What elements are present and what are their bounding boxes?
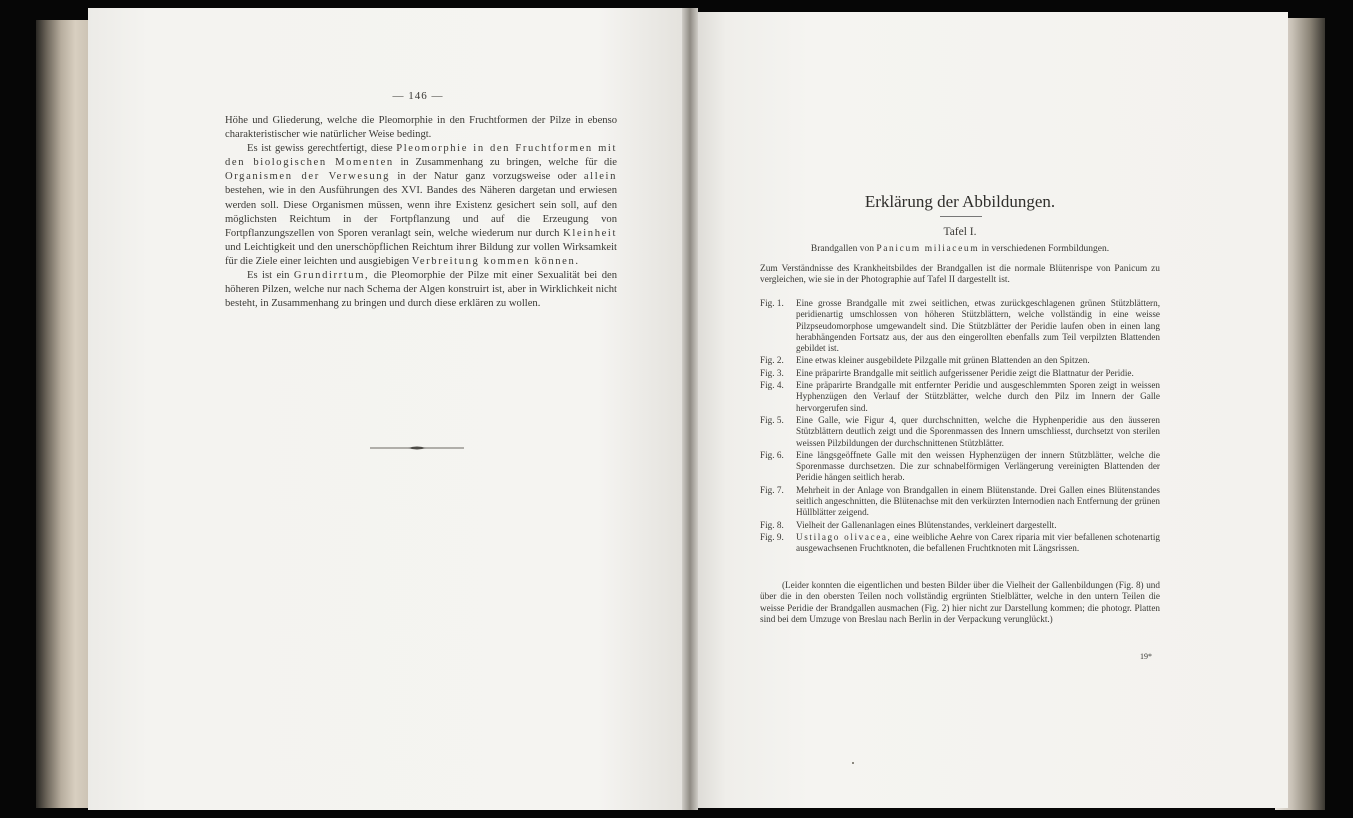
figure-caption [760, 368, 1160, 379]
plate-heading: Tafel I. [943, 226, 977, 238]
figure-text: Eine Galle, wie Figur 4, quer durchschnitten, welche die Hyphenperidie aus den äusseren Stützblättern deutlich zeigt und die Sporenmassen des Innern umschliesst, durchsetzt von sterilen weissen Pilzbildungen der durchschnittenen Stützblätter. [796, 414, 1160, 448]
figure-caption [760, 298, 1160, 354]
subtitle-text-end: in verschiedenen Formbildungen. [979, 244, 1110, 254]
figure-caption [760, 415, 1160, 449]
signature-mark: 19* [1140, 652, 1152, 661]
body-paragraph [225, 114, 617, 142]
figure-label: Fig. 7. [760, 484, 784, 495]
figure-text: Eine präparirte Brandgalle mit entfernter Peridie und ausgeschlemmten Sporen zeigt in weissen Hyphenzügen den Verlauf der Stützblätter, welche durch den Pilz im Innern der Galle hervorgerufen sind. [796, 380, 1160, 413]
figure-text: Mehrheit in der Anlage von Brandgallen in einem Blütenstande. Drei Gallen eines Blütenstandes seitlich angeschnitten, die Blütenachse mit den verkürzten Internodien nach Entfernung der grünen Hüllblätter zeigend. [796, 484, 1160, 518]
figure-label: Fig. 6. [760, 449, 784, 460]
page-number: — 146 — [392, 90, 444, 102]
figure-label: Fig. 9. [760, 531, 784, 542]
paragraph-text: und Leichtigkeit und den unerschöpflichen Reichtum ihrer Bildung zur vollen Wirksamkeit für die Ziele einer leichten und ausgiebigen [225, 241, 617, 267]
paragraph-text: die Pleomorphie der Pilze mit einer Sexualität bei den höheren Pilzen, welche nur nach Schema der Algen konstruirt ist, aber in Wirklichkeit nicht besteht, in Zusammenhang zu bringen und durch diese erklären zu wollen. [225, 270, 617, 310]
figure-text: Eine grosse Brandgalle mit zwei seitlichen, etwas zurückgeschlagenen grünen Stützblättern, peridienartig umschlossen von höheren Stützblättern, welche vollständig in eine weisse Pilzpseudomorphose umgewandelt sind. Die Stützblätter der Peridie laufen oben in einen lang herabhängenden Fortsatz aus, der aus den eingerollten ebenfalls zum Teil verpilzten Blattenden gebildet ist. [796, 298, 1160, 354]
figure-species: Ustilago olivacea, [796, 531, 892, 542]
figure-label: Fig. 5. [760, 414, 784, 425]
body-paragraph [225, 269, 617, 311]
intro-paragraph: Zum Verständnisse des Krankheitsbildes der Brandgallen ist die normale Blütenrispe von Panicum zu vergleichen, wie sie in der Photographie auf Tafel II dargestellt ist. [760, 264, 1160, 286]
figure-caption [760, 532, 1160, 555]
emphasized-text: Pleomorphie in den Fruchtformen mit den biologischen Momenten [225, 143, 617, 169]
figure-list [760, 298, 1160, 556]
paragraph-text: Es ist gewiss gerechtfertigt, diese [247, 143, 397, 155]
subtitle-species: Panicum miliaceum [876, 244, 980, 254]
figure-caption [760, 520, 1160, 531]
emphasized-text: allein [583, 171, 617, 183]
figure-label: Fig. 8. [760, 519, 784, 530]
page-title: Erklärung der Abbildungen. [864, 192, 1056, 211]
emphasized-text: Kleinheit [563, 227, 617, 239]
left-page-body [225, 114, 617, 311]
figure-text: Ustilago olivacea, eine weibliche Aehre von Carex riparia mit vier befallenen schotenartig ausgewachsenen Fruchtknoten, die befallenen Fruchtknoten mit Längsrissen. [796, 531, 1160, 554]
figure-caption [760, 355, 1160, 366]
figure-text: Eine etwas kleiner ausgebildete Pilzgalle mit grünen Blattenden an den Spitzen. [796, 355, 1090, 366]
paragraph-text: in der Natur ganz vorzugsweise oder [390, 171, 584, 183]
figure-caption [760, 450, 1160, 484]
paragraph-text: Höhe und Gliederung, welche die Pleomorphie in den Fruchtformen der Pilze in ebenso charakteristischer wie natürlicher Weise bedingt. [225, 115, 617, 141]
emphasized-text: Verbreitung kommen können. [411, 255, 580, 267]
figure-caption [760, 485, 1160, 519]
book-gutter [682, 8, 698, 810]
body-paragraph [225, 142, 617, 269]
paragraph-text: in Zusammenhang zu bringen, welche für die [393, 157, 617, 169]
plate-subtitle [760, 244, 1160, 254]
figure-label: Fig. 3. [760, 367, 784, 378]
figure-text: Eine längsgeöffnete Galle mit den weissen Hyphenzügen der innern Stützblätter, welche die Sporenmasse durchsetzen. Die zur schnabelförmigen Verlängerung vereinigten Blattenden der Peridie hängen seitlich herab. [796, 449, 1160, 483]
figure-text: Eine präparirte Brandgalle mit seitlich aufgerissener Peridie zeigt die Blattnatur der Peridie. [796, 367, 1134, 378]
emphasized-text: Grundirrtum, [293, 270, 370, 282]
figure-label: Fig. 2. [760, 355, 784, 366]
title-rule [940, 216, 982, 217]
footnote-paragraph: (Leider konnten die eigentlichen und besten Bilder über die Vielheit der Gallenbildungen (Fig. 8) und über die in den obersten Teilen noch vollständig ergrünten Stielblätter, welche in den untern Teilen die weisse Peridie der Brandgallen ausmachen (Fig. 2) hier nicht zur Darstellung kommen; die photogr. Platten sind bei dem Umzuge von Breslau nach Berlin in der Verpackung verunglückt.) [760, 580, 1160, 624]
figure-label: Fig. 1. [760, 298, 784, 308]
paragraph-text: bestehen, wie in den Ausführungen des XVI. Bandes des Näheren dargetan und erwiesen werden soll. Diese Organismen müssen, wenn ihre Existenz gesichert sein soll, auf den möglichsten Reichtum in der Fortpflanzung und auf die Erzeugung von Fortpflanzungszellen von Sporen veranlagt sein, welche wiederum nur durch [225, 185, 617, 239]
figure-text: Vielheit der Gallenanlagen eines Blütenstandes, verkleinert dargestellt. [796, 519, 1057, 530]
book-edge-left [36, 20, 92, 808]
paragraph-text: Es ist ein [247, 270, 294, 282]
section-divider-ornament [370, 445, 464, 451]
figure-label: Fig. 4. [760, 380, 784, 391]
figure-caption [760, 380, 1160, 414]
subtitle-text: Brandgallen von [810, 244, 877, 254]
emphasized-text: Organismen der Verwesung [225, 171, 391, 183]
page-speck [852, 762, 854, 764]
